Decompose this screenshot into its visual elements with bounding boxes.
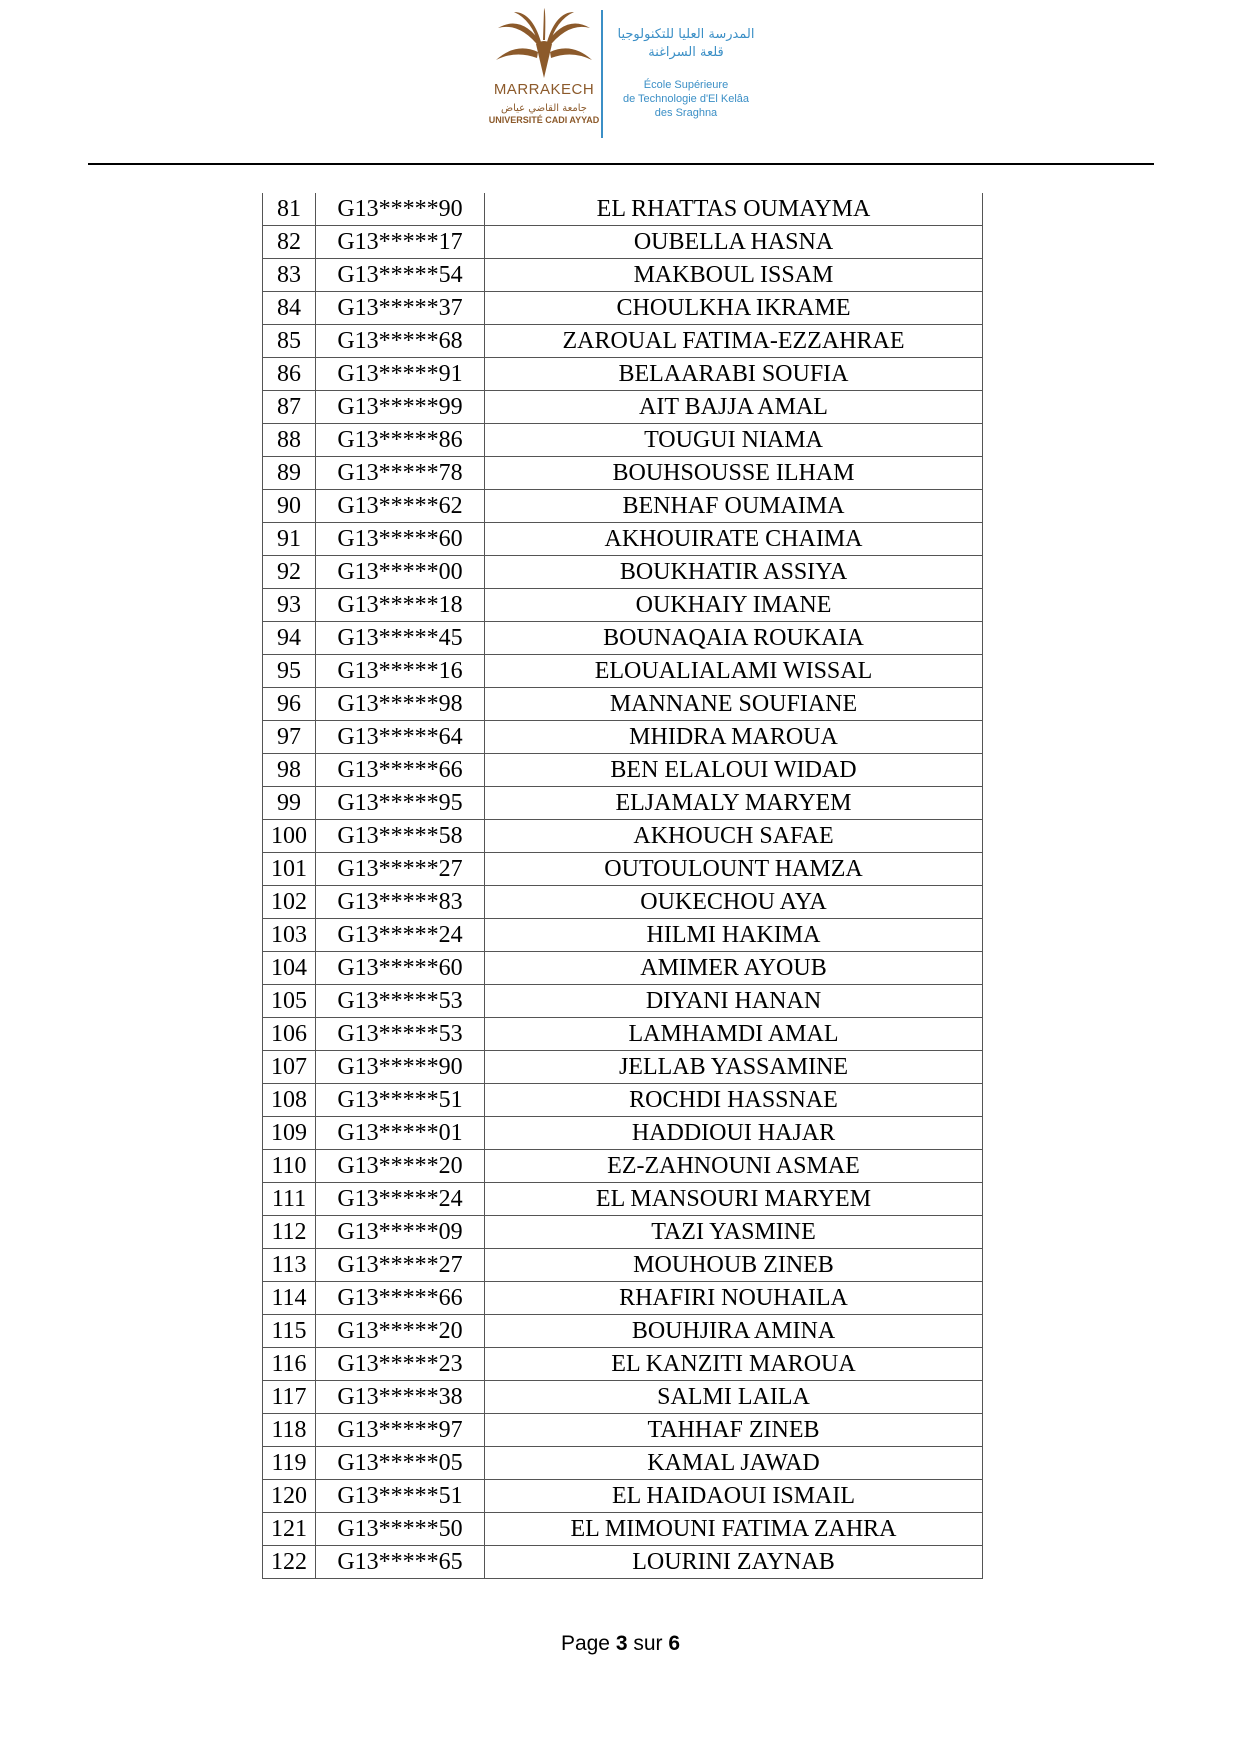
table-row (263, 1447, 983, 1480)
student-code: G13*****90 (316, 1051, 485, 1084)
student-code: G13*****62 (316, 490, 485, 523)
row-number: 88 (263, 424, 316, 457)
table-row (263, 886, 983, 919)
school-french-line-2: de Technologie d'El Kelâa (622, 93, 750, 105)
student-name: ZAROUAL FATIMA-EZZAHRAE (485, 325, 983, 358)
row-number: 108 (263, 1084, 316, 1117)
page-prefix: Page (560, 1632, 616, 1655)
student-name: OUBELLA HASNA (485, 226, 983, 259)
row-number: 112 (263, 1216, 316, 1249)
student-name: MANNANE SOUFIANE (485, 688, 983, 721)
row-number: 101 (263, 853, 316, 886)
student-code: G13*****05 (316, 1447, 485, 1480)
school-arabic-line-2: قلعة السراغنة (648, 45, 724, 60)
school-french-line-3: des Sraghna (654, 107, 718, 119)
student-name: EL MANSOURI MARYEM (485, 1183, 983, 1216)
table-row (263, 820, 983, 853)
table-row (263, 1348, 983, 1381)
table-row (263, 985, 983, 1018)
row-number: 96 (263, 688, 316, 721)
row-number: 93 (263, 589, 316, 622)
row-number: 102 (263, 886, 316, 919)
student-code: G13*****27 (316, 853, 485, 886)
table-row (263, 688, 983, 721)
student-name: EL HAIDAOUI ISMAIL (485, 1480, 983, 1513)
table-row (263, 721, 983, 754)
student-name: BOUHSOUSSE ILHAM (485, 457, 983, 490)
student-list-table (262, 193, 983, 1579)
table-row (263, 655, 983, 688)
table-row (263, 1546, 983, 1579)
row-number: 86 (263, 358, 316, 391)
table-row (263, 622, 983, 655)
table-row (263, 1051, 983, 1084)
school-name (606, 26, 766, 120)
row-number: 107 (263, 1051, 316, 1084)
table-row (263, 1084, 983, 1117)
table-row (263, 1513, 983, 1546)
table-row (263, 1216, 983, 1249)
row-number: 121 (263, 1513, 316, 1546)
table-row (263, 787, 983, 820)
row-number: 100 (263, 820, 316, 853)
table-row (263, 754, 983, 787)
student-code: G13*****45 (316, 622, 485, 655)
row-number: 92 (263, 556, 316, 589)
student-name: RHAFIRI NOUHAILA (485, 1282, 983, 1315)
student-code: G13*****65 (316, 1546, 485, 1579)
student-code: G13*****60 (316, 952, 485, 985)
student-code: G13*****01 (316, 1117, 485, 1150)
student-name: OUKHAIY IMANE (485, 589, 983, 622)
student-code: G13*****60 (316, 523, 485, 556)
student-name: HADDIOUI HAJAR (485, 1117, 983, 1150)
row-number: 85 (263, 325, 316, 358)
table-row (263, 1150, 983, 1183)
row-number: 105 (263, 985, 316, 1018)
table-row (263, 1414, 983, 1447)
student-name: TAZI YASMINE (485, 1216, 983, 1249)
row-number: 81 (263, 193, 316, 226)
table-row (263, 358, 983, 391)
header-divider (601, 10, 603, 138)
row-number: 113 (263, 1249, 316, 1282)
student-code: G13*****66 (316, 1282, 485, 1315)
row-number: 120 (263, 1480, 316, 1513)
table-row (263, 853, 983, 886)
student-name: SALMI LAILA (485, 1381, 983, 1414)
student-name: BELAARABI SOUFIA (485, 358, 983, 391)
table-row (263, 952, 983, 985)
student-name: BOUHJIRA AMINA (485, 1315, 983, 1348)
student-code: G13*****20 (316, 1150, 485, 1183)
table-row (263, 1282, 983, 1315)
student-name: BEN ELALOUI WIDAD (485, 754, 983, 787)
student-name: ELJAMALY MARYEM (485, 787, 983, 820)
student-name: EL KANZITI MAROUA (485, 1348, 983, 1381)
student-code: G13*****64 (316, 721, 485, 754)
student-code: G13*****53 (316, 985, 485, 1018)
student-code: G13*****23 (316, 1348, 485, 1381)
table-row (263, 523, 983, 556)
table-row (263, 1315, 983, 1348)
student-code: G13*****24 (316, 919, 485, 952)
student-name: AKHOUCH SAFAE (485, 820, 983, 853)
page-separator: sur (627, 1632, 669, 1655)
row-number: 110 (263, 1150, 316, 1183)
student-code: G13*****90 (316, 193, 485, 226)
student-list-body (263, 193, 983, 1579)
student-code: G13*****98 (316, 688, 485, 721)
student-code: G13*****54 (316, 259, 485, 292)
student-code: G13*****17 (316, 226, 485, 259)
table-row (263, 919, 983, 952)
student-code: G13*****09 (316, 1216, 485, 1249)
row-number: 106 (263, 1018, 316, 1051)
student-name: MAKBOUL ISSAM (485, 259, 983, 292)
student-name: ROCHDI HASSNAE (485, 1084, 983, 1117)
student-name: DIYANI HANAN (485, 985, 983, 1018)
page-footer (0, 1632, 1241, 1656)
row-number: 114 (263, 1282, 316, 1315)
row-number: 97 (263, 721, 316, 754)
student-name: TOUGUI NIAMA (485, 424, 983, 457)
row-number: 94 (263, 622, 316, 655)
row-number: 82 (263, 226, 316, 259)
student-code: G13*****58 (316, 820, 485, 853)
logo-arabic-text: جامعة القاضي عياض (500, 103, 587, 114)
university-logo (484, 8, 604, 140)
page-current: 3 (615, 1632, 628, 1655)
student-code: G13*****51 (316, 1084, 485, 1117)
student-code: G13*****24 (316, 1183, 485, 1216)
student-name: KAMAL JAWAD (485, 1447, 983, 1480)
row-number: 95 (263, 655, 316, 688)
student-name: BOUKHATIR ASSIYA (485, 556, 983, 589)
table-row (263, 457, 983, 490)
student-code: G13*****78 (316, 457, 485, 490)
row-number: 99 (263, 787, 316, 820)
logo-city-text: MARRAKECH (493, 81, 595, 98)
row-number: 116 (263, 1348, 316, 1381)
student-code: G13*****27 (316, 1249, 485, 1282)
student-name: OUTOULOUNT HAMZA (485, 853, 983, 886)
school-french-line-1: École Supérieure (643, 79, 729, 91)
school-arabic-line-1: المدرسة العليا للتكنولوجيا (617, 27, 755, 42)
table-row (263, 1381, 983, 1414)
student-name: HILMI HAKIMA (485, 919, 983, 952)
table-row (263, 193, 983, 226)
row-number: 104 (263, 952, 316, 985)
student-code: G13*****51 (316, 1480, 485, 1513)
student-name: CHOULKHA IKRAME (485, 292, 983, 325)
student-code: G13*****18 (316, 589, 485, 622)
student-code: G13*****68 (316, 325, 485, 358)
student-name: BOUNAQAIA ROUKAIA (485, 622, 983, 655)
student-name: LOURINI ZAYNAB (485, 1546, 983, 1579)
row-number: 84 (263, 292, 316, 325)
palm-emblem-icon (492, 8, 596, 80)
student-name: TAHHAF ZINEB (485, 1414, 983, 1447)
row-number: 91 (263, 523, 316, 556)
row-number: 115 (263, 1315, 316, 1348)
student-code: G13*****37 (316, 292, 485, 325)
student-name: EZ-ZAHNOUNI ASMAE (485, 1150, 983, 1183)
table-row (263, 1183, 983, 1216)
table-row (263, 490, 983, 523)
student-code: G13*****50 (316, 1513, 485, 1546)
student-code: G13*****91 (316, 358, 485, 391)
table-row (263, 556, 983, 589)
student-name: EL MIMOUNI FATIMA ZAHRA (485, 1513, 983, 1546)
row-number: 117 (263, 1381, 316, 1414)
table-row (263, 424, 983, 457)
student-code: G13*****20 (316, 1315, 485, 1348)
table-row (263, 391, 983, 424)
student-code: G13*****99 (316, 391, 485, 424)
student-name: OUKECHOU AYA (485, 886, 983, 919)
student-name: ELOUALIALAMI WISSAL (485, 655, 983, 688)
row-number: 90 (263, 490, 316, 523)
student-name: BENHAF OUMAIMA (485, 490, 983, 523)
student-name: EL RHATTAS OUMAYMA (485, 193, 983, 226)
student-code: G13*****86 (316, 424, 485, 457)
student-code: G13*****00 (316, 556, 485, 589)
table-row (263, 292, 983, 325)
row-number: 122 (263, 1546, 316, 1579)
row-number: 109 (263, 1117, 316, 1150)
table-row (263, 1117, 983, 1150)
student-code: G13*****83 (316, 886, 485, 919)
student-code: G13*****53 (316, 1018, 485, 1051)
row-number: 83 (263, 259, 316, 292)
table-row (263, 1480, 983, 1513)
row-number: 98 (263, 754, 316, 787)
student-name: AKHOUIRATE CHAIMA (485, 523, 983, 556)
row-number: 118 (263, 1414, 316, 1447)
student-code: G13*****97 (316, 1414, 485, 1447)
logo-university-text: UNIVERSITÉ CADI AYYAD (488, 115, 600, 125)
student-code: G13*****16 (316, 655, 485, 688)
table-row (263, 325, 983, 358)
student-code: G13*****38 (316, 1381, 485, 1414)
student-name: JELLAB YASSAMINE (485, 1051, 983, 1084)
student-name: AMIMER AYOUB (485, 952, 983, 985)
row-number: 87 (263, 391, 316, 424)
row-number: 103 (263, 919, 316, 952)
table-row (263, 259, 983, 292)
table-row (263, 226, 983, 259)
student-code: G13*****66 (316, 754, 485, 787)
student-name: MHIDRA MAROUA (485, 721, 983, 754)
table-row (263, 589, 983, 622)
page-total: 6 (668, 1632, 681, 1655)
header-rule (88, 163, 1154, 165)
student-code: G13*****95 (316, 787, 485, 820)
table-row (263, 1249, 983, 1282)
row-number: 119 (263, 1447, 316, 1480)
table-row (263, 1018, 983, 1051)
student-name: LAMHAMDI AMAL (485, 1018, 983, 1051)
row-number: 111 (263, 1183, 316, 1216)
student-name: AIT BAJJA AMAL (485, 391, 983, 424)
student-name: MOUHOUB ZINEB (485, 1249, 983, 1282)
row-number: 89 (263, 457, 316, 490)
